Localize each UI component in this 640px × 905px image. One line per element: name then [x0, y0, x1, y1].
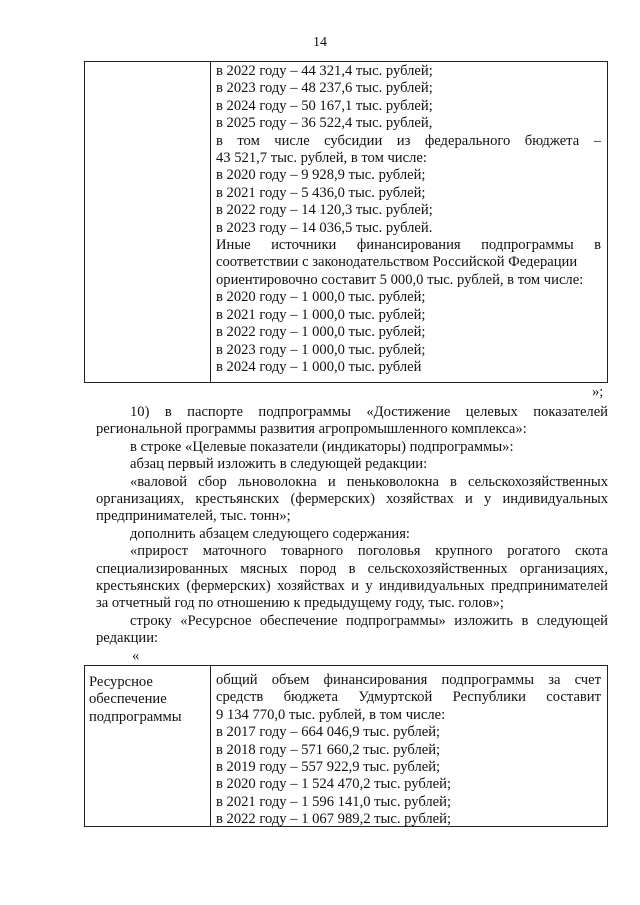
body-line: дополнить абзацем следующего содержания: — [130, 525, 410, 542]
table-line: в 2021 году – 5 436,0 тыс. рублей; — [216, 184, 426, 201]
body-line: крестьянских (фермерских) хозяйствах и у индивидуальных предпринимателей — [96, 578, 608, 595]
resource-table-new — [84, 665, 608, 827]
document-body — [96, 404, 608, 648]
table-line: средств бюджета Удмуртской Республики составит — [216, 689, 601, 706]
table-line: 43 521,7 тыс. рублей, в том числе: — [216, 150, 427, 167]
table-line: общий объем финансирования подпрограммы за счет — [216, 672, 601, 688]
body-line: 10) в паспорте подпрограммы «Достижение целевых показателей — [130, 404, 608, 420]
table-right-cell — [211, 62, 607, 382]
table-line: в 2018 году – 571 660,2 тыс. рублей; — [216, 741, 441, 758]
table-line: в 2021 году – 1 596 141,0 тыс. рублей; — [216, 793, 452, 810]
body-line: в строке «Целевые показатели (индикаторы) подпрограммы»: — [130, 438, 514, 455]
table-line: в 2019 году – 557 922,9 тыс. рублей; — [216, 759, 441, 776]
table-line: в 2023 году – 1 000,0 тыс. рублей; — [216, 341, 426, 358]
table-line: в 2020 году – 1 524 470,2 тыс. рублей; — [216, 776, 452, 793]
table-line: в том числе субсидии из федерального бюджета – — [216, 132, 601, 149]
table-left-cell — [85, 666, 211, 826]
body-line: за отчетный год по отношению к предыдущему году, тыс. голов»; — [96, 595, 504, 612]
row-label-line: подпрограммы — [89, 708, 182, 725]
resource-table-continued — [84, 61, 608, 383]
body-line: «прирост маточного товарного поголовья крупного рогатого скота — [130, 543, 608, 560]
table-line: в 2025 году – 36 522,4 тыс. рублей, — [216, 115, 433, 132]
body-line: «валовой сбор льноволокна и пеньковолокна в сельскохозяйственных — [130, 473, 608, 490]
table-line: в 2020 году – 1 000,0 тыс. рублей; — [216, 289, 426, 306]
body-line: абзац первый изложить в следующей редакции: — [130, 456, 428, 473]
opening-quote: « — [132, 648, 140, 664]
table-line: в 2024 году – 50 167,1 тыс. рублей; — [216, 97, 433, 114]
table-line: 9 134 770,0 тыс. рублей, в том числе: — [216, 706, 446, 723]
row-label-line: обеспечение — [89, 691, 167, 708]
body-line: организациях, крестьянских (фермерских) хозяйствах и у индивидуальных — [96, 491, 608, 508]
body-line: специализированных мясных пород в сельскохозяйственных организациях, — [96, 560, 608, 577]
body-line: предпринимателей, тыс. тонн»; — [96, 508, 291, 525]
table-line: в 2023 году – 48 237,6 тыс. рублей; — [216, 80, 433, 97]
table-left-cell-empty — [85, 62, 211, 382]
closing-quote: »; — [592, 384, 604, 400]
table-line: ориентировочно составит 5 000,0 тыс. рублей, в том числе: — [216, 271, 584, 288]
table-line: в 2022 году – 1 067 989,2 тыс. рублей; — [216, 811, 452, 828]
table-line: в 2020 году – 9 928,9 тыс. рублей; — [216, 167, 426, 184]
page-number: 14 — [313, 35, 327, 50]
table-line: Иные источники финансирования подпрограммы в — [216, 237, 601, 254]
body-line: строку «Ресурсное обеспечение подпрограммы» изложить в следующей — [130, 612, 608, 629]
table-line: в 2023 году – 14 036,5 тыс. рублей. — [216, 219, 433, 236]
table-line: в 2022 году – 44 321,4 тыс. рублей; — [216, 63, 433, 79]
table-right-cell — [211, 666, 607, 826]
table-line: в 2022 году – 14 120,3 тыс. рублей; — [216, 202, 433, 219]
body-line: редакции: — [96, 630, 159, 647]
table-line: в 2024 году – 1 000,0 тыс. рублей — [216, 358, 422, 375]
row-label-line: Ресурсное — [89, 674, 153, 690]
table-line: в 2017 году – 664 046,9 тыс. рублей; — [216, 724, 441, 741]
table-line: в 2022 году – 1 000,0 тыс. рублей; — [216, 324, 426, 341]
body-line: региональной программы развития агропромышленного комплекса»: — [96, 421, 527, 438]
table-line: в 2021 году – 1 000,0 тыс. рублей; — [216, 306, 426, 323]
table-line: соответствии с законодательством Российской Федерации — [216, 254, 578, 271]
